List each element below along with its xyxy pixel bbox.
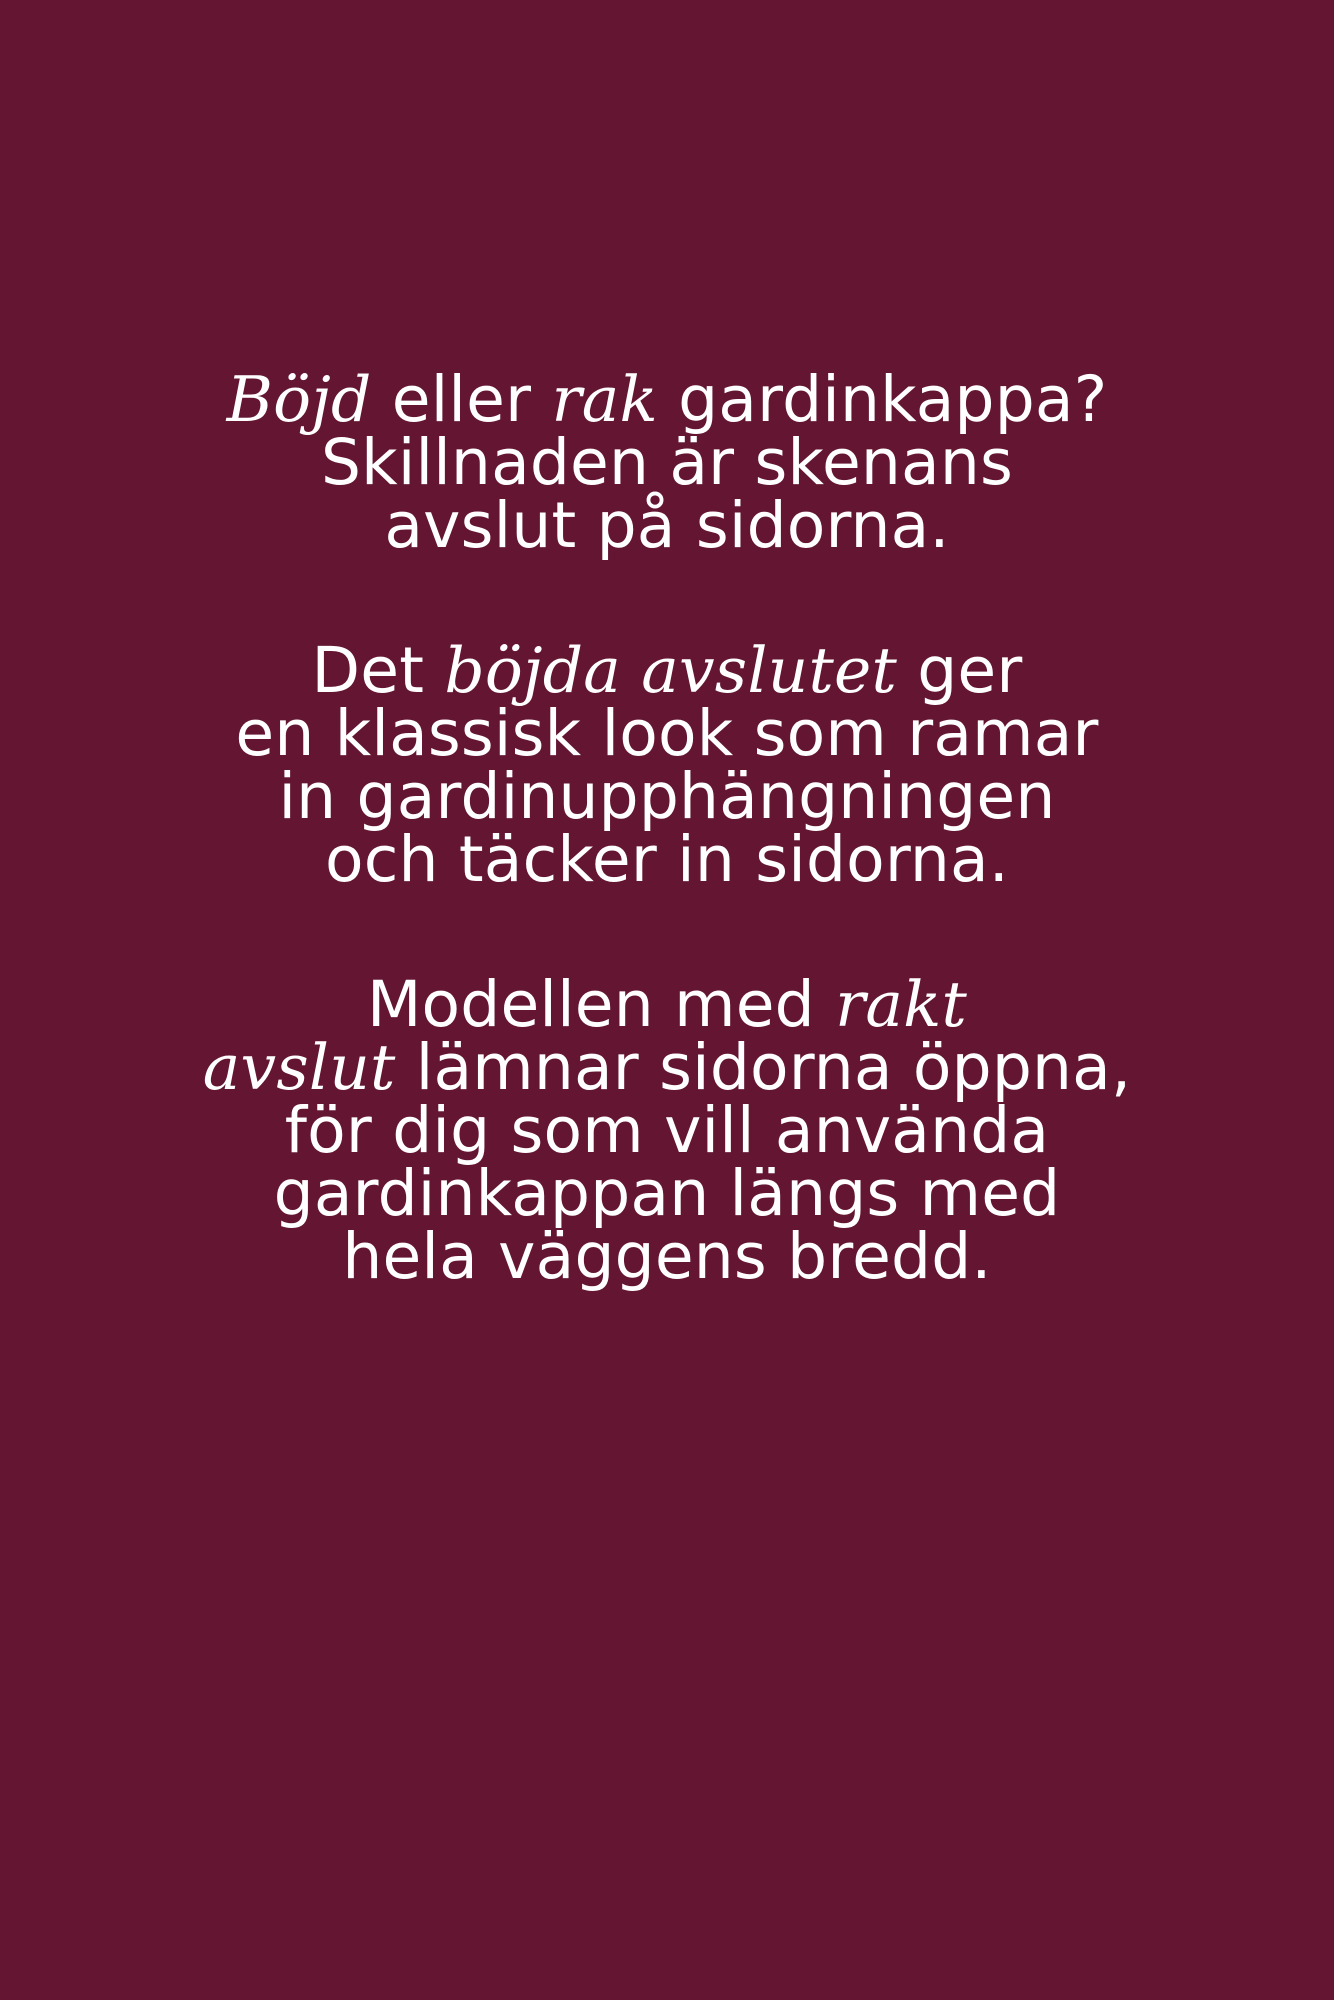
text-run: gardinkappa? bbox=[657, 363, 1108, 436]
text-run: Skillnaden är skenans bbox=[320, 426, 1014, 499]
text-run: Det bbox=[311, 634, 445, 707]
text-run: lämnar sidorna öppna, bbox=[395, 1031, 1132, 1104]
emphasis-text: avslut bbox=[202, 1031, 396, 1104]
text-run: för dig som vill använda bbox=[284, 1094, 1050, 1167]
text-line bbox=[137, 634, 1197, 707]
text-line bbox=[137, 760, 1197, 833]
emphasis-text: rakt bbox=[835, 968, 968, 1041]
paragraph-curved-end bbox=[137, 634, 1197, 896]
text-run: avslut på sidorna. bbox=[384, 489, 950, 562]
text-line bbox=[137, 426, 1197, 499]
text-run: gardinkappan längs med bbox=[273, 1157, 1061, 1230]
text-line bbox=[137, 823, 1197, 896]
text-line bbox=[137, 1094, 1197, 1167]
text-run: hela väggens bredd. bbox=[342, 1220, 992, 1293]
text-run: och täcker in sidorna. bbox=[324, 823, 1010, 896]
paragraph-straight-end bbox=[137, 968, 1197, 1293]
emphasis-text: Böjd bbox=[226, 363, 372, 436]
text-line bbox=[137, 363, 1197, 436]
text-run: eller bbox=[371, 363, 552, 436]
paragraph-intro bbox=[137, 363, 1197, 562]
text-line bbox=[137, 1157, 1197, 1230]
text-line bbox=[137, 1031, 1197, 1104]
text-line bbox=[137, 489, 1197, 562]
text-run: in gardinupphängningen bbox=[278, 760, 1056, 833]
text-run: Modellen med bbox=[366, 968, 836, 1041]
text-run: en klassisk look som ramar bbox=[235, 697, 1099, 770]
text-line bbox=[137, 968, 1197, 1041]
text-content bbox=[137, 363, 1197, 1293]
emphasis-text: rak bbox=[551, 363, 658, 436]
text-run: ger bbox=[896, 634, 1023, 707]
text-line bbox=[137, 697, 1197, 770]
text-line bbox=[137, 1220, 1197, 1293]
emphasis-text: böjda avslutet bbox=[444, 634, 897, 707]
